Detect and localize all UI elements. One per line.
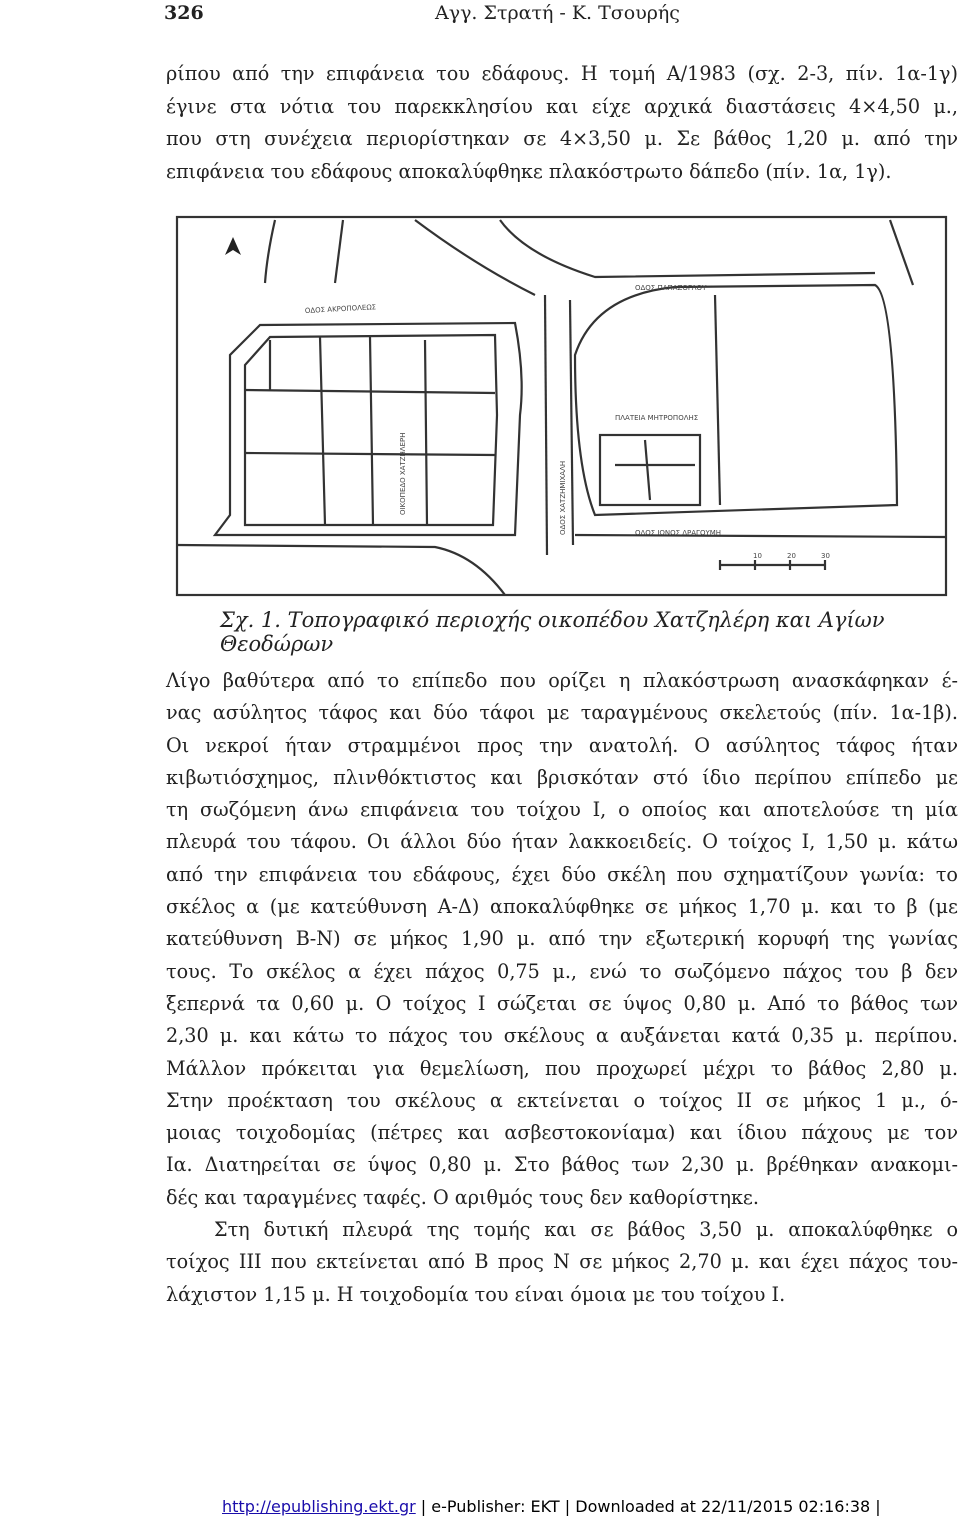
source-link[interactable]: http://epublishing.ekt.gr [222,1497,416,1516]
text-line: ξεπερνά τα 0,60 μ. Ο τοίχος Ι σώζεται σε ύψος 0,80 μ. Από το βάθος των [166,991,958,1015]
paragraph-intro [166,58,958,188]
street-curve [500,220,875,277]
scale-label: 20 [787,552,796,560]
text-line: μοιας τοιχοδομίας (πέτρες και ασβεστοκονίαμα) και ίδιου πάχους με τον [166,1121,958,1145]
text-line: Στην προέκταση του σκέλους α εκτείνεται ο τοίχος ΙΙ σε μήκος 1 μ., ό- [166,1088,958,1112]
map-label: ΟΙΚΟΠΕΔΟ ΧΑΤΖΗΛΕΡΗ [399,432,407,515]
text-line: λάχιστον 1,15 μ. Η τοιχοδομία του είναι όμοια με του τοίχου Ι. [166,1282,786,1306]
text-line: ρίπου από την επιφάνεια του εδάφους. Η τομή Α/1983 (σχ. 2-3, πίν. 1α-1γ) [166,62,958,85]
scale-bar [720,560,825,570]
scale-label: 10 [753,552,762,560]
street-line [575,535,945,537]
page-header [164,2,804,30]
text-line: Ια. Διατηρείται σε ύψος 0,80 μ. Στο βάθος των 2,30 μ. βρέθηκαν ανακομι- [166,1153,958,1177]
map-label: ΟΔΟΣ ΙΩΝΟΣ ΔΡΑΓΟΥΜΗ [635,529,722,537]
north-arrow-icon [225,237,241,255]
map-label: ΟΔΟΣ ΠΑΠΑΖΟΓΛΟΥ [635,284,707,292]
text-line: σκέλος α (με κατεύθυνση Α-Δ) αποκαλύφθηκε σε μήκος 1,70 μ. και το β (με [166,895,958,919]
download-footer [222,1497,881,1516]
text-line: κιβωτιόσχημος, πλινθόκτιστος και βρισκόταν στό ίδιο περίπου επίπεδο με [166,765,958,789]
page-number: 326 [164,2,204,24]
text-line: επιφάνεια του εδάφους αποκαλύφθηκε πλακόστρωτο δάπεδο (πίν. 1α, 1γ). [166,159,892,183]
map-label: ΟΔΟΣ ΑΚΡΟΠΟΛΕΩΣ [304,303,377,315]
text-line: έγινε στα νότια του παρεκκλησίου και είχε αρχικά διαστάσεις 4×4,50 μ., [166,94,958,118]
street-line [177,545,505,595]
text-line: Μάλλον πρόκειται για θεμελίωση, που προχωρεί μέχρι το βάθος 2,80 μ. [166,1056,958,1080]
text-line: Λίγο βαθύτερα από το επίπεδο που ορίζει η πλακόστρωση ανασκάφηκαν έ- [166,669,958,692]
text-line: Στη δυτική πλευρά της τομής και σε βάθος 3,50 μ. αποκαλύφθηκε ο [214,1218,958,1242]
street-line [570,300,573,545]
topographic-map-figure [175,215,950,600]
text-line: από την επιφάνεια του εδάφους, έχει δύο σκέλη που σχηματίζουν γωνία: το [166,862,958,886]
street-line [545,295,547,555]
text-line: Οι νεκροί ήταν στραμμένοι προς την ανατολή. Ο ασύλητος τάφος ήταν [166,733,958,757]
street-curve [265,220,275,283]
text-line: πλευρά του τάφου. Οι άλλοι δύο ήταν λακκοειδείς. Ο τοίχος Ι, 1,50 μ. κάτω [166,830,958,854]
figure-caption [220,608,940,656]
street-curve [415,220,535,295]
text-line: δές και ταραγμένες ταφές. Ο αριθμός τους δεν καθορίστηκε. [166,1185,759,1209]
text-line: τη σωζόμενη άνω επιφάνεια του τοίχου Ι, ο οποίος και αποτελούσε τη μία [166,798,958,822]
text-line: τους. Το σκέλος α έχει πάχος 0,75 μ., ενώ το σωζόμενο πάχος του β δεν [166,959,958,983]
topographic-map [175,215,950,600]
city-block [215,323,522,535]
running-head: Αγγ. Στρατή - Κ. Τσουρής [435,2,680,24]
map-label: ΟΔΟΣ ΧΑΤΖΗΜΙΧΑΛΗ [559,460,567,535]
map-label: ΠΛΑΤΕΙΑ ΜΗΤΡΟΠΟΛΗΣ [615,414,699,422]
text-line: τοίχος ΙΙΙ που εκτείνεται από Β προς Ν σε μήκος 2,70 μ. και έχει πάχος του- [166,1250,958,1274]
text-line: νας ασύλητος τάφος και δύο τάφοι με ταραγμένους σκελετούς (πίν. 1α-1β). [166,701,958,725]
scale-label: 30 [821,552,830,560]
paragraph-main [166,665,958,1311]
text-line: κατεύθυνση Β-Ν) σε μήκος 1,90 μ. από την εξωτερική κορυφή της γωνίας [166,927,958,951]
street-curve [890,220,913,285]
publisher-info: | e-Publisher: EKT | Downloaded at 22/11/2015 02:16:38 | [415,1497,881,1516]
text-line: 2,30 μ. και κάτω το πάχος του σκέλους α αυξάνεται κατά 0,35 μ. περίπου. [166,1024,958,1048]
street-curve [335,220,343,283]
caption-number: Σχ. 1. [220,608,281,632]
square-outline [575,285,897,515]
text-line: που στη συνέχεια περιορίστηκαν σε 4×3,50 μ. Σε βάθος 1,20 μ. από την [166,127,958,150]
caption-text: Τοπογραφικό περιοχής οικοπέδου Χατζηλέρη και Αγίων Θεοδώρων [220,608,885,656]
